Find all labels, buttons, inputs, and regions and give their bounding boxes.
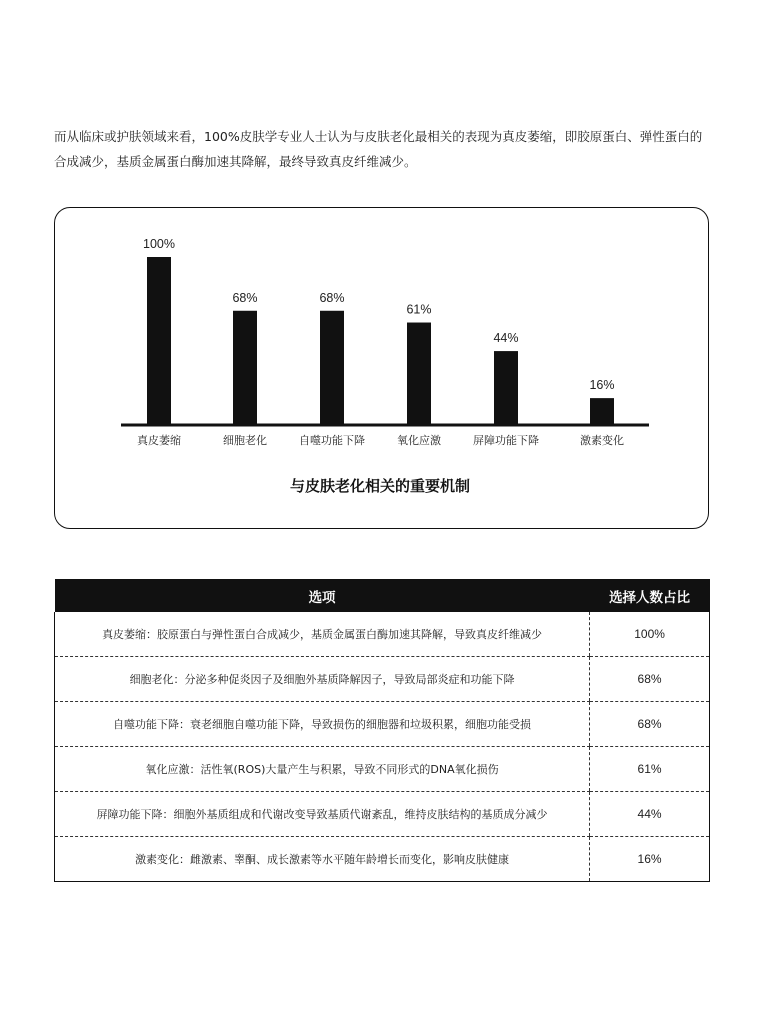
header-option: 选项 [55,579,590,612]
chart-title: 与皮肤老化相关的重要机制 [289,477,471,495]
table-row [55,612,710,657]
percentage-cell: 44% [590,792,710,837]
chart-bar [494,351,518,425]
category-label: 真皮萎缩 [137,434,181,447]
bar-value-label: 68% [232,290,258,305]
bar-chart [55,208,710,530]
chart-bar [233,311,257,425]
category-label: 激素变化 [580,434,624,447]
percentage-cell: 100% [590,612,710,657]
percentage-cell: 68% [590,657,710,702]
table-row [55,792,710,837]
bar-value-label: 61% [406,302,432,317]
intro-paragraph: 而从临床或护肤领域来看，100%皮肤学专业人士认为与皮肤老化最相关的表现为真皮萎缩，即胶原蛋白、弹性蛋白的合成减少，基质金属蛋白酶加速其降解，最终导致真皮纤维减少。 [54,129,703,169]
bar-value-label: 44% [493,331,519,346]
option-cell: 自噬功能下降：衰老细胞自噬功能下降，导致损伤的细胞器和垃圾积累，细胞功能受损 [55,702,590,747]
category-label: 屏障功能下降 [473,434,539,447]
bar-value-label: 100% [143,237,175,251]
option-cell: 细胞老化：分泌多种促炎因子及细胞外基质降解因子，导致局部炎症和功能下降 [55,657,590,702]
option-cell: 屏障功能下降：细胞外基质组成和代谢改变导致基质代谢紊乱，维持皮肤结构的基质成分减少 [55,792,590,837]
category-label: 自噬功能下降 [299,434,365,447]
header-percentage: 选择人数占比 [590,579,710,612]
table-row [55,837,710,882]
category-label: 细胞老化 [223,434,267,447]
bar-value-label: 16% [589,378,615,393]
percentage-cell: 61% [590,747,710,792]
data-table [54,579,710,882]
bar-value-label: 68% [319,290,345,305]
chart-bar [590,398,614,425]
table-row [55,657,710,702]
chart-bar [407,323,431,425]
percentage-cell: 16% [590,837,710,882]
chart-bar [320,311,344,425]
table-row [55,747,710,792]
table-header-row [55,579,710,612]
category-label: 氧化应激 [397,434,441,447]
chart-bar [147,257,171,425]
percentage-cell: 68% [590,702,710,747]
table-row [55,702,710,747]
chart-card [54,207,709,529]
option-cell: 激素变化：雌激素、睾酮、成长激素等水平随年龄增长而变化，影响皮肤健康 [55,837,590,882]
option-cell: 氧化应激：活性氧(ROS)大量产生与积累，导致不同形式的DNA氧化损伤 [55,747,590,792]
option-cell: 真皮萎缩：胶原蛋白与弹性蛋白合成减少，基质金属蛋白酶加速其降解，导致真皮纤维减少 [55,612,590,657]
